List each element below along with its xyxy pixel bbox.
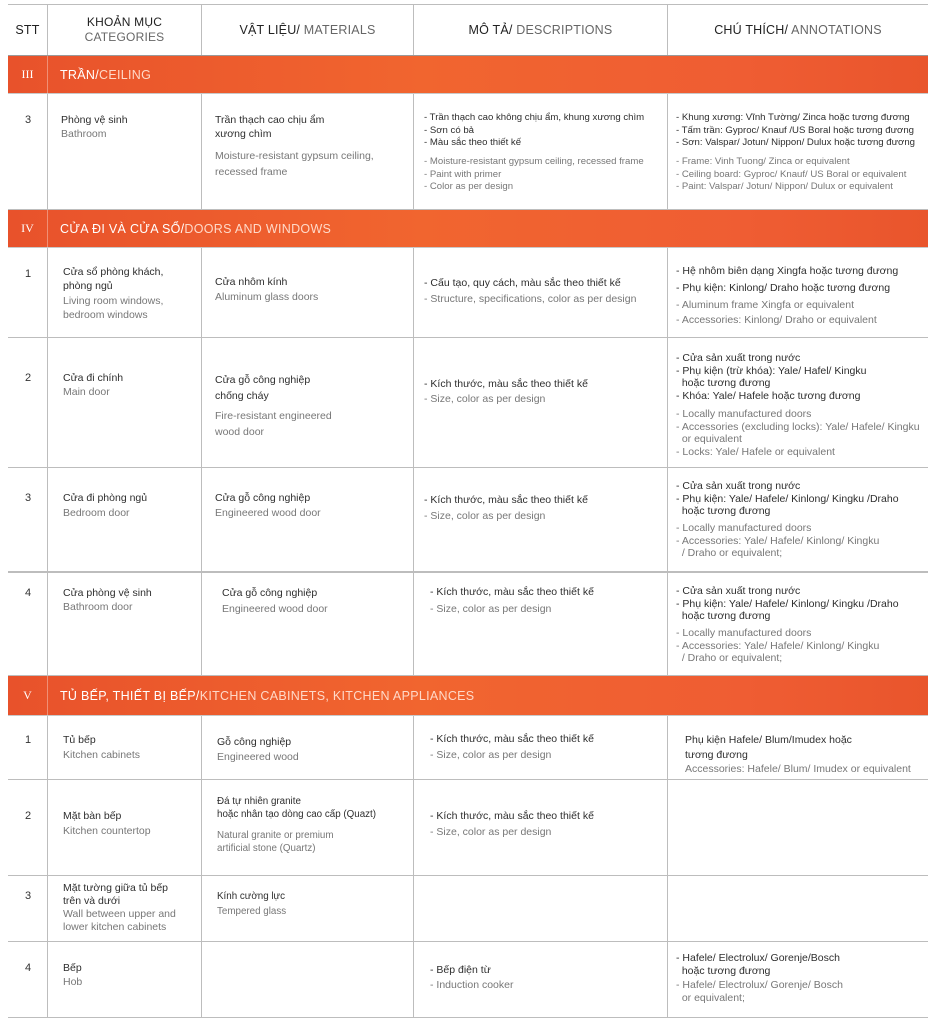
text-line: - Hafele/ Electrolux/ Gorenje/ Bosch — [676, 979, 843, 991]
text-vietnamese — [676, 585, 899, 623]
text-line: - Locally manufactured doors — [676, 522, 812, 534]
text-line: Mặt bàn bếp — [63, 810, 122, 822]
table-row: 4 Cửa phòng vệ sinh Bathroom door Cửa gỗ công nghiệp Engineered wood door - Kích thước, màu sắc theo thiết kế - Size, color as per design - Cửa sản xuất trong nước - Phụ kiện: Yale/ Hafele/ Kinlong/ Kingku /Draho hoặc tương đương - Locally manufactured doors - Accessories: Yale/ Hafele/ Kinlong/ Kingku / Draho or equivalent; — [8, 572, 928, 676]
text-line: - Trần thạch cao không chịu ẩm, khung xương chìm — [424, 112, 645, 123]
text-line: xương chìm — [215, 127, 272, 140]
text-english — [430, 603, 551, 617]
text-english — [217, 830, 334, 855]
text-english — [215, 291, 318, 305]
text-line: - Cửa sản xuất trong nước — [676, 585, 801, 597]
text-line: - Size, color as per design — [424, 393, 546, 405]
text-english — [676, 298, 877, 328]
text-line: - Locally manufactured doors — [676, 627, 812, 639]
text-line: or equivalent — [676, 433, 742, 445]
text-vietnamese — [676, 112, 915, 150]
text-line: hoặc tương đương — [676, 505, 771, 517]
text-line: Wall between upper and — [63, 908, 176, 920]
text-english — [424, 510, 545, 524]
text-vietnamese — [215, 276, 287, 290]
text-line: Cửa phòng vệ sinh — [63, 587, 152, 599]
text-line: Bedroom door — [63, 507, 130, 519]
section-number: V — [8, 676, 48, 715]
text-line: - Bếp điện từ — [430, 964, 491, 976]
table-row: 3 Phòng vệ sinh Bathroom Trần thạch cao chịu ẩm xương chìm Moisture-resistant gypsum ceiling, recessed frame - Trần thạch cao không chịu ẩm, khung xương chìm - Sơn có bả - Màu sắc theo thiết kế - Moisture-resistant gypsum ceiling, recessed frame - Paint with primer - Color as per design - Khung xương: Vĩnh Tường/ Zinca hoặc tương đương - Tấm trần: Gyproc/ Knauf /US Boral hoặc tương đương - Sơn: Valspar/ Jotun/ Nippon/ Dulux hoặc tương đương - Frame: Vinh Tuong/ Zinca or equivalent - Ceiling board: Gyproc/ Knauf/ US Boral or equivalent - Paint: Valspar/ Jotun/ Nippon/ Dulux or equivalent — [8, 94, 928, 210]
text-line: Main door — [63, 386, 110, 398]
text-vietnamese — [430, 964, 491, 978]
text-vietnamese — [676, 352, 866, 402]
text-vietnamese — [63, 372, 123, 386]
text-line: - Kích thước, màu sắc theo thiết kế — [430, 733, 594, 745]
text-vietnamese — [63, 810, 121, 824]
text-line: Trần thạch cao chịu ẩm — [215, 114, 325, 126]
text-line: recessed frame — [215, 166, 288, 178]
text-line: - Màu sắc theo thiết kế — [424, 137, 522, 148]
text-english — [676, 979, 843, 1004]
text-line: - Frame: Vinh Tuong/ Zinca or equivalent — [676, 156, 850, 167]
text-line: - Phụ kiện: Kinlong/ Draho hoặc tương đương — [676, 282, 891, 294]
table-row: 3 Cửa đi phòng ngủ Bedroom door Cửa gỗ công nghiệp Engineered wood door - Kích thước, màu sắc theo thiết kế - Size, color as per design - Cửa sản xuất trong nước - Phụ kiện: Yale/ Hafele/ Kinlong/ Kingku /Draho hoặc tương đương - Locally manufactured doors - Accessories: Yale/ Hafele/ Kinlong/ Kingku / Draho or equivalent; — [8, 468, 928, 572]
text-english — [430, 749, 551, 763]
text-vietnamese — [424, 277, 621, 291]
text-line: - Accessories: Yale/ Hafele/ Kinlong/ Kingku — [676, 639, 880, 652]
text-english — [63, 507, 130, 521]
text-line: - Kích thước, màu sắc theo thiết kế — [424, 494, 588, 506]
text-line: Natural granite or premium — [217, 830, 334, 841]
text-line: - Cửa sản xuất trong nước — [676, 480, 801, 492]
text-english — [685, 763, 911, 777]
text-vietnamese — [222, 587, 317, 601]
text-vietnamese — [424, 378, 588, 392]
text-line: - Accessories: Yale/ Hafele/ Kinlong/ Kingku — [676, 534, 880, 547]
text-english — [215, 148, 374, 180]
table-row: 1 Cửa sổ phòng khách, phòng ngủ Living room windows, bedroom windows Cửa nhôm kính Aluminum glass doors - Cấu tạo, quy cách, màu sắc theo thiết kế - Structure, specifications, color as per design - Hệ nhôm biên dạng Xingfa hoặc tương đương - Phụ kiện: Kinlong/ Draho hoặc tương đương - Aluminum frame Xingfa or equivalent - Accessories: Kinlong/ Draho or equivalent — [8, 248, 928, 338]
text-line: - Ceiling board: Gyproc/ Knauf/ US Boral or equivalent — [676, 168, 907, 180]
text-line: Gỗ công nghiệp — [217, 736, 292, 748]
text-line: hoặc tương đương — [676, 610, 771, 622]
text-english — [424, 156, 644, 194]
text-line: Cửa sổ phòng khách, — [63, 266, 164, 278]
text-vietnamese — [215, 114, 324, 141]
text-line: - Size, color as per design — [430, 603, 552, 615]
text-line: - Phụ kiện: Yale/ Hafele/ Kinlong/ Kingku /Draho — [676, 597, 899, 610]
table-row: 4 Bếp Hob - Bếp điện từ - Induction cooker - Hafele/ Electrolux/ Gorenje/Bosch hoặc tương đương - Hafele/ Electrolux/ Gorenje/ Bosch or equivalent; — [8, 942, 928, 1018]
section-title: TRẦN/ CEILING — [60, 67, 152, 82]
table-row: 2 Cửa đi chính Main door Cửa gỗ công nghiệp chống cháy Fire-resistant engineered wood door - Kích thước, màu sắc theo thiết kế - Size, color as per design - Cửa sản xuất trong nước - Phụ kiện (trừ khóa): Yale/ Hafel/ Kingku hoặc tương đương - Khóa: Yale/ Hafele hoặc tương đương - Locally manufactured doors - Accessories (excluding locks): Yale/ Hafele/ Kingku or equivalent - Locks: Yale/ Hafele or equivalent — [8, 338, 928, 468]
table-row: 2 Mặt bàn bếp Kitchen countertop Đá tự nhiên granite hoặc nhân tạo dòng cao cấp (Quazt) Natural granite or premium artificial stone (Quartz) - Kích thước, màu sắc theo thiết kế - Size, color as per design — [8, 780, 928, 876]
text-line: - Kích thước, màu sắc theo thiết kế — [424, 378, 588, 390]
text-line: - Kích thước, màu sắc theo thiết kế — [430, 810, 594, 822]
text-english — [63, 976, 82, 990]
section-title: TỦ BẾP, THIẾT BỊ BẾP/ KITCHEN CABINETS, KITCHEN APPLIANCES — [60, 688, 475, 703]
text-vietnamese — [217, 890, 285, 904]
text-vietnamese — [217, 736, 291, 750]
text-line: lower kitchen cabinets — [63, 920, 167, 933]
text-vietnamese — [685, 733, 852, 763]
text-vietnamese — [424, 112, 644, 150]
table-row: 3 Mặt tường giữa tủ bếp trên và dưới Wall between upper and lower kitchen cabinets Kính cường lực Tempered glass — [8, 876, 928, 942]
text-english — [63, 825, 151, 839]
text-line: - Khóa: Yale/ Hafele hoặc tương đương — [676, 389, 861, 402]
text-line: - Sơn có bả — [424, 124, 475, 136]
table-row: 1 Tủ bếp Kitchen cabinets Gỗ công nghiệp Engineered wood - Kích thước, màu sắc theo thiết kế - Size, color as per design Phụ kiện Hafele/ Blum/Imudex hoặc tương đương Accessories: Hafele/ Blum/ Imudex or equivalent — [8, 716, 928, 780]
text-english — [61, 128, 107, 142]
text-vietnamese — [430, 810, 594, 824]
section-kitchen — [8, 676, 928, 716]
header-stt: STT — [8, 5, 48, 55]
text-english — [63, 295, 163, 322]
text-line: wood door — [215, 426, 265, 438]
header-materials: VẬT LIỆU/ MATERIALS — [202, 5, 414, 55]
text-vietnamese — [430, 733, 594, 747]
text-vietnamese — [676, 263, 898, 297]
text-english — [215, 408, 332, 440]
text-vietnamese — [430, 586, 594, 600]
text-english — [430, 979, 513, 993]
text-english — [424, 393, 545, 407]
text-vietnamese — [424, 494, 588, 508]
text-line: Fire-resistant engineered — [215, 410, 332, 422]
text-line: - Phụ kiện (trừ khóa): Yale/ Hafel/ Kingku — [676, 364, 867, 377]
text-line: Đá tự nhiên granite — [217, 796, 301, 807]
section-doors-windows — [8, 210, 928, 248]
text-english — [63, 601, 132, 615]
text-line: - Cấu tạo, quy cách, màu sắc theo thiết kế — [424, 277, 621, 289]
text-line: - Khung xương: Vĩnh Tường/ Zinca hoặc tương đương — [676, 112, 910, 123]
text-line: phòng ngủ — [63, 279, 113, 292]
text-vietnamese — [61, 114, 128, 128]
text-vietnamese — [215, 372, 310, 404]
text-line: - Phụ kiện: Yale/ Hafele/ Kinlong/ Kingku /Draho — [676, 492, 899, 505]
text-line: Mặt tường giữa tủ bếp — [63, 882, 168, 894]
text-english — [63, 386, 110, 400]
text-line: hoặc tương đương — [676, 377, 771, 389]
text-line: Kitchen cabinets — [63, 749, 141, 761]
text-line: hoặc tương đương — [676, 964, 771, 977]
text-line: - Sơn: Valspar/ Jotun/ Nippon/ Dulux hoặc tương đương — [676, 137, 915, 148]
text-line: Phụ kiện Hafele/ Blum/Imudex hoặc — [685, 734, 852, 746]
text-line: Tủ bếp — [63, 734, 96, 746]
text-line: - Accessories (excluding locks): Yale/ Hafele/ Kingku — [676, 420, 920, 433]
text-line: Cửa gỗ công nghiệp — [215, 492, 311, 504]
table-header — [8, 4, 928, 56]
section-title: CỬA ĐI VÀ CỬA SỔ/ DOORS AND WINDOWS — [60, 221, 332, 236]
text-line: - Color as per design — [424, 181, 514, 192]
text-line: - Size, color as per design — [430, 749, 552, 761]
text-line: - Tấm trần: Gyproc/ Knauf /US Boral hoặc tương đương — [676, 124, 915, 136]
text-line: Moisture-resistant gypsum ceiling, — [215, 150, 374, 162]
text-line: artificial stone (Quartz) — [217, 842, 316, 854]
text-line: - Cửa sản xuất trong nước — [676, 352, 801, 364]
text-line: Bếp — [63, 962, 82, 974]
text-line: - Moisture-resistant gypsum ceiling, recessed frame — [424, 156, 644, 167]
text-english — [676, 156, 906, 194]
text-english — [217, 751, 299, 765]
text-english — [215, 507, 321, 521]
text-vietnamese — [63, 492, 147, 506]
section-number: III — [8, 56, 48, 93]
text-line: hoặc nhân tạo dòng cao cấp (Quazt) — [217, 808, 377, 820]
text-vietnamese — [63, 734, 96, 748]
text-line: chống cháy — [215, 390, 269, 402]
text-vietnamese — [63, 587, 152, 601]
text-english — [676, 522, 879, 560]
text-english — [63, 749, 140, 763]
text-vietnamese — [63, 882, 168, 907]
text-line: Bathroom — [61, 128, 107, 140]
text-line: tương đương — [685, 749, 748, 761]
text-line: - Locks: Yale/ Hafele or equivalent — [676, 445, 835, 458]
text-english — [63, 908, 176, 933]
text-line: / Draho or equivalent; — [676, 547, 783, 559]
text-line: / Draho or equivalent; — [676, 652, 783, 664]
text-line: Engineered wood door — [222, 603, 328, 615]
text-line: - Accessories: Kinlong/ Draho or equivalent — [676, 314, 877, 326]
text-line: Cửa gỗ công nghiệp — [222, 587, 318, 599]
text-english — [222, 603, 328, 617]
text-line: Phòng vệ sinh — [61, 114, 128, 126]
text-line: Hob — [63, 976, 83, 988]
text-line: Cửa đi chính — [63, 372, 124, 384]
text-line: Bathroom door — [63, 601, 133, 613]
text-english — [430, 826, 551, 840]
text-line: - Induction cooker — [430, 979, 514, 991]
text-english — [676, 408, 920, 458]
header-annotations: CHÚ THÍCH/ ANNOTATIONS — [714, 23, 882, 37]
text-line: or equivalent; — [676, 991, 745, 1004]
text-line: Cửa nhôm kính — [215, 276, 288, 288]
text-vietnamese — [63, 962, 82, 976]
text-line: Engineered wood — [217, 751, 299, 763]
text-line: Aluminum glass doors — [215, 291, 319, 303]
section-number: IV — [8, 210, 48, 247]
text-vietnamese — [676, 952, 840, 977]
section-ceiling — [8, 56, 928, 94]
text-english — [676, 627, 879, 665]
text-line: trên và dưới — [63, 894, 121, 907]
header-descriptions: MÔ TẢ/ DESCRIPTIONS — [414, 5, 668, 55]
text-english — [217, 905, 286, 919]
text-line: Kitchen countertop — [63, 825, 151, 837]
text-line: Kính cường lực — [217, 891, 286, 902]
text-line: - Hafele/ Electrolux/ Gorenje/Bosch — [676, 952, 840, 964]
text-vietnamese — [63, 266, 163, 293]
text-line: bedroom windows — [63, 308, 148, 321]
text-vietnamese — [217, 796, 376, 821]
text-line: Cửa gỗ công nghiệp — [215, 374, 311, 386]
text-line: - Structure, specifications, color as per design — [424, 293, 637, 305]
text-line: Cửa đi phòng ngủ — [63, 492, 148, 504]
text-line: - Paint: Valspar/ Jotun/ Nippon/ Dulux or equivalent — [676, 181, 893, 192]
header-categories: KHOẢN MỤC CATEGORIES — [48, 5, 202, 55]
text-line: - Kích thước, màu sắc theo thiết kế — [430, 586, 594, 598]
text-line: - Paint with primer — [424, 168, 502, 180]
text-line: - Aluminum frame Xingfa or equivalent — [676, 299, 855, 311]
text-line: Tempered glass — [217, 906, 287, 917]
text-vietnamese — [676, 480, 899, 518]
text-line: - Hệ nhôm biên dạng Xingfa hoặc tương đương — [676, 265, 899, 277]
text-english — [424, 293, 636, 307]
text-line: Living room windows, — [63, 295, 164, 307]
text-line: Engineered wood door — [215, 507, 321, 519]
text-line: Accessories: Hafele/ Blum/ Imudex or equivalent — [685, 763, 911, 775]
text-line: - Size, color as per design — [430, 826, 552, 838]
text-line: - Size, color as per design — [424, 510, 546, 522]
text-vietnamese — [215, 492, 310, 506]
text-line: - Locally manufactured doors — [676, 408, 812, 420]
